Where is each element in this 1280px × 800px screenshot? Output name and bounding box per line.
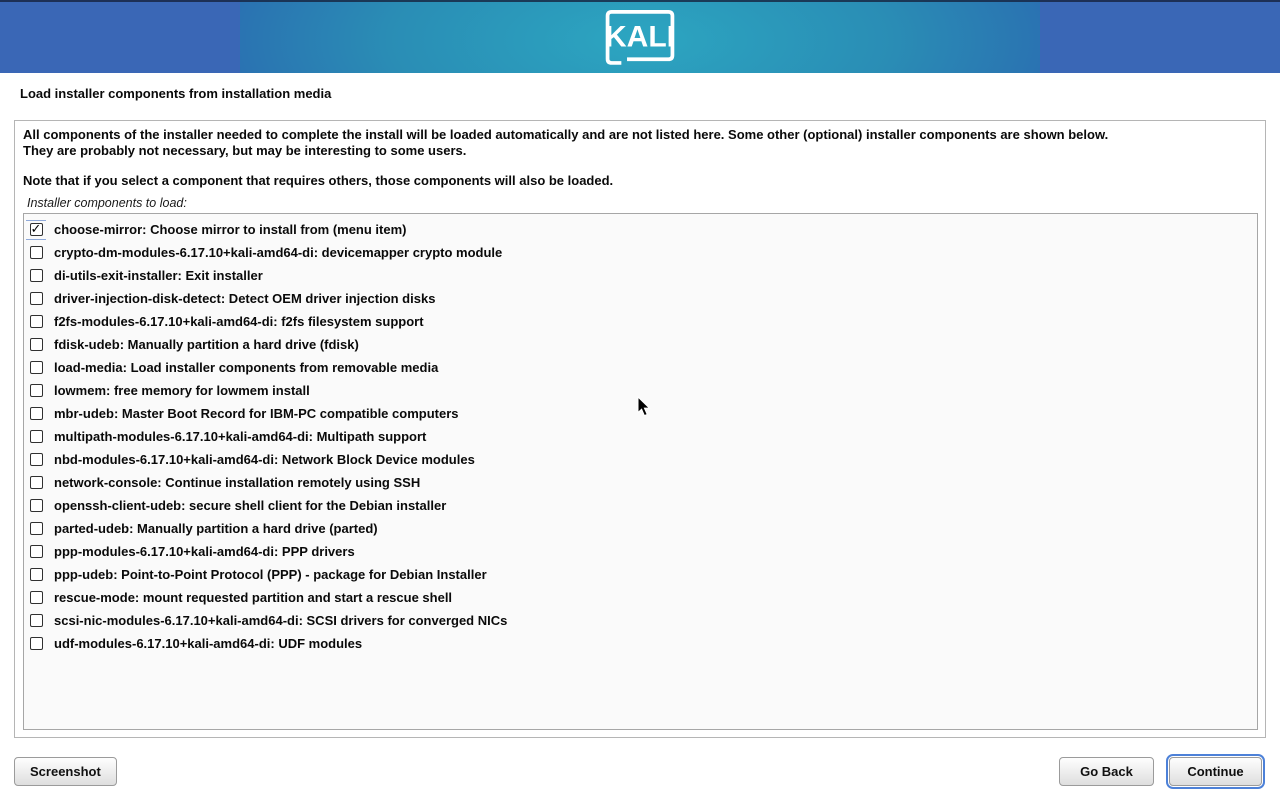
component-checkbox[interactable] [26,265,46,286]
component-row[interactable] [24,333,1257,356]
component-row[interactable] [24,356,1257,379]
components-listbox[interactable] [23,213,1258,730]
component-label: parted-udeb: Manually partition a hard drive (parted) [54,521,378,536]
component-label: network-console: Continue installation remotely using SSH [54,475,421,490]
component-row[interactable] [24,310,1257,333]
component-row[interactable] [24,425,1257,448]
component-label: ppp-modules-6.17.10+kali-amd64-di: PPP drivers [54,544,355,559]
component-row[interactable] [24,540,1257,563]
content-frame [14,120,1266,738]
mouse-cursor-icon [637,396,651,422]
screenshot-button[interactable]: Screenshot [14,757,117,786]
component-checkbox[interactable] [26,357,46,378]
kali-logo-text: KALI [605,20,675,54]
component-row[interactable] [24,632,1257,655]
component-row[interactable] [24,218,1257,241]
component-checkbox[interactable] [26,495,46,516]
component-label: choose-mirror: Choose mirror to install from (menu item) [54,222,407,237]
component-label: fdisk-udeb: Manually partition a hard drive (fdisk) [54,337,359,352]
component-checkbox[interactable] [26,472,46,493]
component-label: driver-injection-disk-detect: Detect OEM driver injection disks [54,291,436,306]
continue-button-focus-ring [1166,754,1265,789]
component-checkbox[interactable] [26,541,46,562]
component-row[interactable] [24,517,1257,540]
component-row[interactable] [24,448,1257,471]
intro-text [15,121,1265,158]
component-row[interactable] [24,586,1257,609]
component-label: lowmem: free memory for lowmem install [54,383,310,398]
component-checkbox[interactable] [26,633,46,654]
go-back-button[interactable]: Go Back [1059,757,1154,786]
intro-line: All components of the installer needed to complete the install will be loaded automatically and are not listed here. Some other (optional) installer components are shown below. [23,127,1109,142]
component-checkbox[interactable] [26,403,46,424]
component-checkbox[interactable] [26,311,46,332]
component-checkbox[interactable] [26,334,46,355]
component-label: ppp-udeb: Point-to-Point Protocol (PPP) - package for Debian Installer [54,567,487,582]
kali-logo-icon [584,7,696,67]
component-label: f2fs-modules-6.17.10+kali-amd64-di: f2fs filesystem support [54,314,424,329]
component-label: nbd-modules-6.17.10+kali-amd64-di: Network Block Device modules [54,452,475,467]
banner-top-line [0,0,1280,2]
component-row[interactable] [24,264,1257,287]
component-checkbox[interactable] [26,220,46,240]
component-label: multipath-modules-6.17.10+kali-amd64-di: Multipath support [54,429,427,444]
page-title: Load installer components from installation media [20,86,332,101]
component-checkbox[interactable] [26,518,46,539]
component-label: crypto-dm-modules-6.17.10+kali-amd64-di: devicemapper crypto module [54,245,503,260]
component-label: di-utils-exit-installer: Exit installer [54,268,263,283]
component-checkbox[interactable] [26,449,46,470]
component-checkbox[interactable] [26,242,46,263]
component-checkbox[interactable] [26,587,46,608]
component-label: openssh-client-udeb: secure shell client for the Debian installer [54,498,447,513]
component-checkbox[interactable] [26,288,46,309]
installer-banner [0,0,1280,73]
component-checkbox[interactable] [26,426,46,447]
note-text: Note that if you select a component that requires others, those components will also be loaded. [23,173,614,188]
component-label: rescue-mode: mount requested partition and start a rescue shell [54,590,453,605]
component-label: scsi-nic-modules-6.17.10+kali-amd64-di: SCSI drivers for converged NICs [54,613,508,628]
component-checkbox[interactable] [26,380,46,401]
component-row[interactable] [24,471,1257,494]
component-row[interactable] [24,563,1257,586]
components-list-label: Installer components to load: [27,195,187,210]
component-checkbox[interactable] [26,564,46,585]
intro-line: They are probably not necessary, but may be interesting to some users. [23,142,467,158]
component-label: udf-modules-6.17.10+kali-amd64-di: UDF modules [54,636,363,651]
component-row[interactable] [24,494,1257,517]
component-label: mbr-udeb: Master Boot Record for IBM-PC compatible computers [54,406,459,421]
component-row[interactable] [24,287,1257,310]
component-checkbox[interactable] [26,610,46,631]
continue-button[interactable]: Continue [1169,757,1262,786]
component-label: load-media: Load installer components from removable media [54,360,439,375]
component-row[interactable] [24,241,1257,264]
component-row[interactable] [24,609,1257,632]
